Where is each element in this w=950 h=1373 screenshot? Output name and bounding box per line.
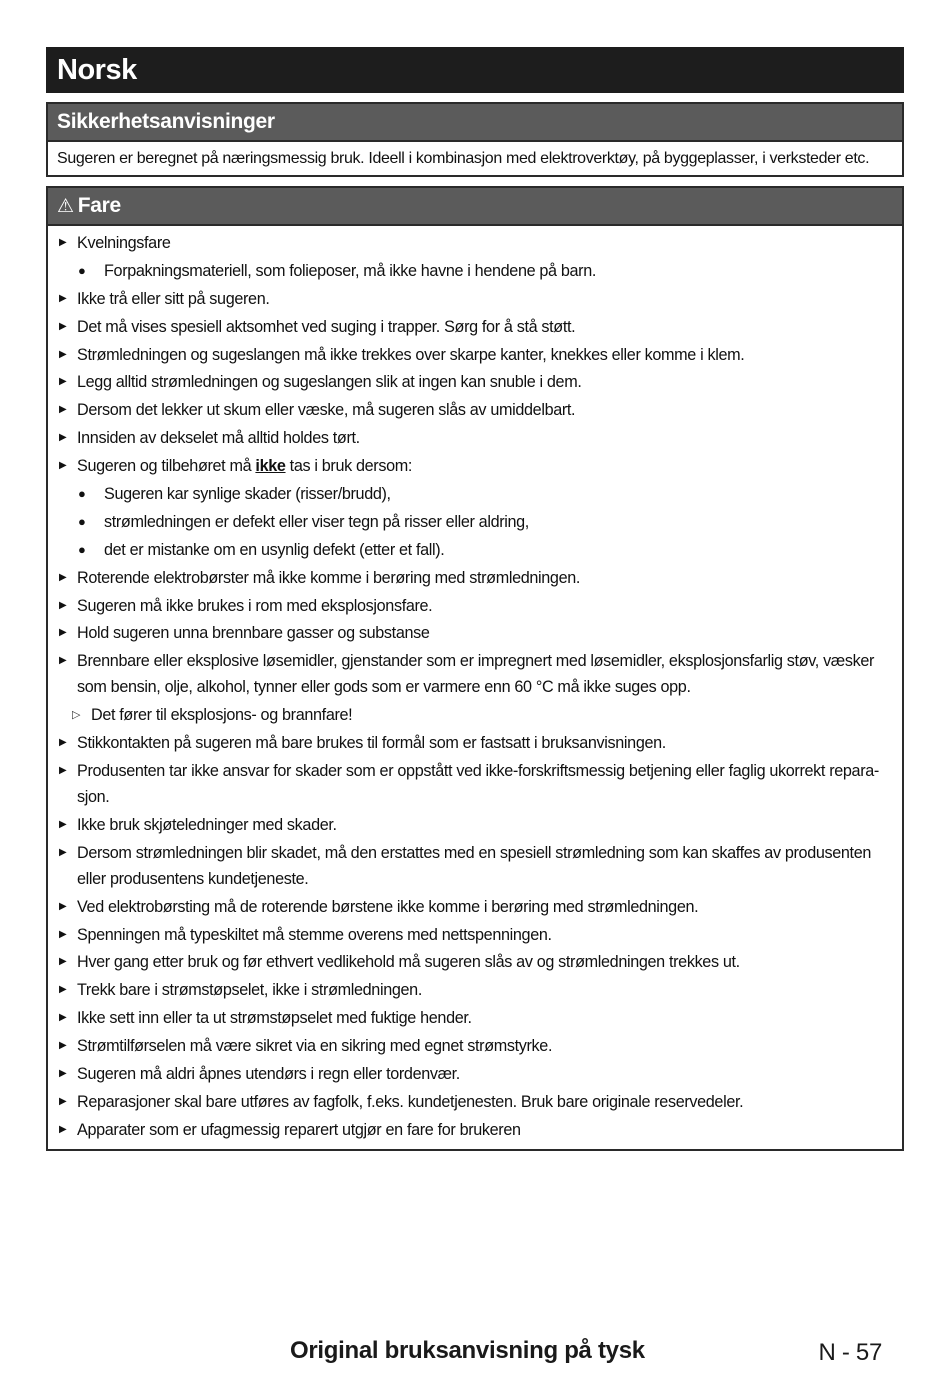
item-text: Sugeren må aldri åpnes utendørs i regn eller tordenvær. [77,1065,460,1084]
danger-section [46,186,904,1151]
list-item [48,425,902,451]
result-arrow-icon: ▷ [72,709,81,722]
bullet-triangle-icon: ▶ [59,1123,67,1135]
bullet-triangle-icon: ▶ [59,900,67,912]
bullet-triangle-icon: ▶ [59,655,67,667]
safety-section [46,102,904,177]
item-text: Stikkontakten på sugeren må bare brukes til formål som er fastsatt i bruksanvisningen. [77,734,666,753]
list-item [48,730,902,756]
item-text: Hold sugeren unna brennbare gasser og substanse [77,624,430,643]
item-text: Brennbare eller eksplosive løsemidler, gjenstander som er impregnert med løsemidler, eksplosjonsfarlig støv, væsker som bensin, olje, alkohol, tynner eller gods som er varmere enn 60 °C må ikke suges opp. [77,652,875,697]
bullet-triangle-icon: ▶ [59,432,67,444]
item-text: Forpakningsmateriell, som folieposer, må ikke havne i hendene på barn. [104,261,596,280]
bullet-triangle-icon: ▶ [59,237,67,248]
list-item [48,1005,902,1031]
bullet-triangle-icon: ▶ [59,765,67,777]
item-emphasis: ikke [255,457,286,476]
item-text: Det fører til eksplosjons- og brannfare! [91,706,353,725]
item-text: det er mistanke om en usynlig defekt (etter et fall). [104,540,445,559]
item-text: Sugeren kar synlige skader (risser/brudd), [104,485,391,504]
danger-list [48,226,902,1149]
bullet-triangle-icon: ▶ [59,292,67,304]
bullet-triangle-icon: ▶ [59,1040,67,1052]
bullet-triangle-icon: ▶ [59,1068,67,1080]
list-item [48,648,902,700]
item-text: Legg alltid strømledningen og sugeslangen slik at ingen kan snuble i dem. [77,373,582,392]
bullet-triangle-icon: ▶ [59,1095,67,1107]
sub-list-item [48,258,902,284]
list-item [48,397,902,423]
bullet-dot-icon: ● [78,541,86,557]
list-item [48,949,902,975]
bullet-dot-icon: ● [78,513,86,529]
footer-text: Original bruksanvisning på tysk [290,1337,645,1364]
list-item [48,1033,902,1059]
item-text: Strømtilførselen må være sikret via en sikring med egnet strømstyrke. [77,1037,553,1056]
page-number: N - 57 [818,1339,882,1366]
bullet-triangle-icon: ▶ [59,956,67,968]
bullet-triangle-icon: ▶ [59,320,67,332]
item-text: Spenningen må typeskiltet må stemme overens med nettspenningen. [77,925,552,944]
bullet-triangle-icon: ▶ [59,928,67,940]
safety-heading: Sikkerhetsanvisninger [48,104,902,142]
bullet-dot-icon: ● [78,262,86,278]
list-item [48,1117,902,1143]
item-text: Strømledningen og sugeslangen må ikke trekkes over skarpe kanter, knekkes eller komme i klem. [77,345,745,364]
sub-list-item [48,481,902,507]
item-text: Ved elektrobørsting må de roterende børstene ikke komme i berøring med strømledningen. [77,897,699,916]
result-list-item [48,702,902,728]
bullet-triangle-icon: ▶ [59,984,67,996]
item-text: Dersom strømledningen blir skadet, må den erstattes med en spesiell strømledning som kan skaffes av produsenten eller produsentens kundetjeneste. [77,843,872,888]
sub-list-item [48,509,902,535]
bullet-triangle-icon: ▶ [59,460,67,472]
item-text: tas i bruk dersom: [285,457,413,476]
list-item [48,314,902,340]
item-text: Ikke bruk skjøteledninger med skader. [77,815,337,834]
item-text: strømledningen er defekt eller viser tegn på risser eller aldring, [104,512,529,531]
list-item [48,1089,902,1115]
item-text: Roterende elektrobørster må ikke komme i berøring med strømledningen. [77,568,581,587]
list-item [48,286,902,312]
item-text: Dersom det lekker ut skum eller væske, må sugeren slås av umiddelbart. [77,401,576,420]
item-text: Trekk bare i strømstøpselet, ikke i strømledningen. [77,981,422,1000]
item-text: Ikke trå eller sitt på sugeren. [77,289,270,308]
item-text: Ikke sett inn eller ta ut strømstøpselet med fuktige hender. [77,1009,472,1028]
bullet-triangle-icon: ▶ [59,627,67,639]
list-item [48,593,902,619]
list-item [48,758,902,810]
item-text: Produsenten tar ikke ansvar for skader som er oppstått ved ikke-forskriftsmessig betjening eller faglig ukorrekt repara-sjon. [77,762,879,807]
list-item [48,894,902,920]
item-text: Kvelningsfare [77,234,171,252]
sub-list-item [48,537,902,563]
item-text: Apparater som er ufagmessig reparert utgjør en fare for brukeren [77,1120,521,1139]
bullet-triangle-icon: ▶ [59,737,67,749]
bullet-dot-icon: ● [78,486,86,502]
item-text: Reparasjoner skal bare utføres av fagfolk, f.eks. kundetjenesten. Bruk bare originale reservedeler. [77,1092,744,1111]
item-text: Innsiden av dekselet må alltid holdes tørt. [77,429,360,448]
list-item [48,1061,902,1087]
list-item [48,620,902,646]
page-footer [0,1333,950,1373]
list-item [48,369,902,395]
safety-intro: Sugeren er beregnet på næringsmessig bruk. Ideell i kombinasjon med elektroverktøy, på byggeplasser, i verksteder etc. [57,150,870,167]
bullet-triangle-icon: ▶ [59,818,67,830]
item-text: Sugeren må ikke brukes i rom med eksplosjonsfare. [77,596,433,615]
list-item [48,922,902,948]
list-item [48,840,902,892]
list-item [48,812,902,838]
list-item [48,565,902,591]
item-text: Hver gang etter bruk og før ethvert vedlikehold må sugeren slås av og strømledningen trekkes ut. [77,953,740,972]
danger-header [48,188,902,226]
bullet-triangle-icon: ▶ [59,571,67,583]
page-title: Norsk [46,47,904,93]
bullet-triangle-icon: ▶ [59,846,67,858]
item-text: Sugeren og tilbehøret må [77,457,256,476]
warning-triangle-icon: ⚠ [57,196,74,217]
list-item [48,342,902,368]
list-item [48,453,902,479]
bullet-triangle-icon: ▶ [59,1012,67,1024]
list-item [48,230,902,256]
bullet-triangle-icon: ▶ [59,376,67,388]
bullet-triangle-icon: ▶ [59,404,67,416]
item-text: Det må vises spesiell aktsomhet ved suging i trapper. Sørg for å stå støtt. [77,317,576,336]
bullet-triangle-icon: ▶ [59,599,67,611]
list-item [48,977,902,1003]
danger-heading: Fare [77,194,121,217]
bullet-triangle-icon: ▶ [59,348,67,360]
